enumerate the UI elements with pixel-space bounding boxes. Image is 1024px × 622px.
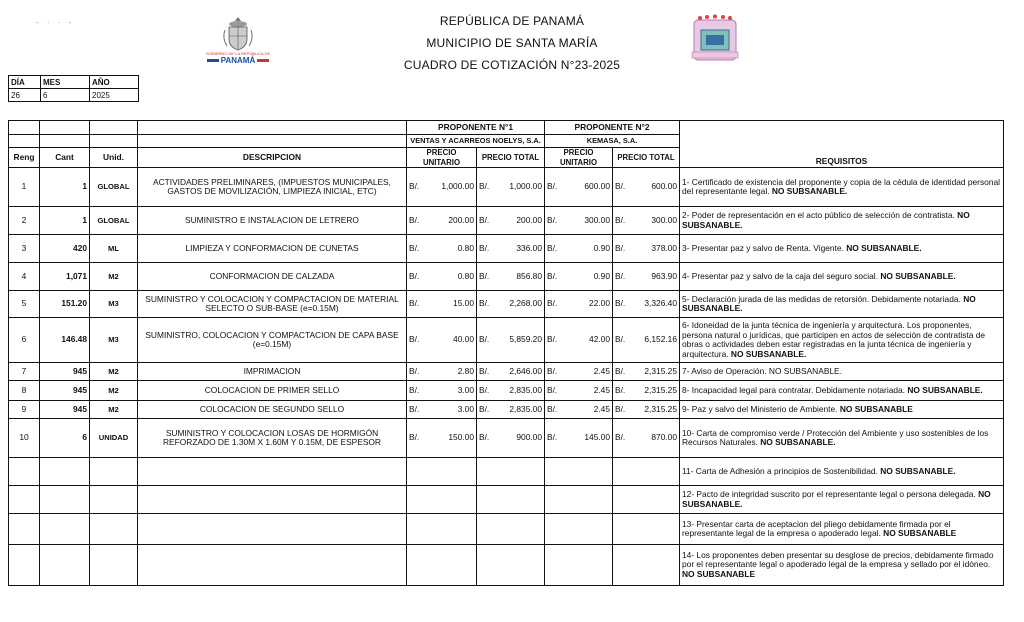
- table-row: [9, 291, 1004, 318]
- empty-cell: [138, 514, 407, 545]
- mes-value: 6: [41, 89, 90, 102]
- precio-unitario-2: [545, 363, 613, 381]
- municipal-seal: [688, 14, 742, 66]
- descripcion-cell: ACTIVIDADES PRELIMINARES, (IMPUESTOS MUNICIPALES, GASTOS DE MOVILIZACIÓN, LIMPIEZA INICIAL, ETC): [138, 168, 407, 207]
- precio-unitario-1: [407, 263, 477, 291]
- empty-cell: [138, 545, 407, 586]
- table-row: [9, 318, 1004, 363]
- precio-unitario-2: [545, 207, 613, 235]
- empty-cell: [90, 545, 138, 586]
- price-value: 300.00: [651, 214, 677, 225]
- empty-cell: [40, 545, 90, 586]
- empty-cell: [477, 545, 545, 586]
- requisito: [680, 401, 1004, 419]
- price-value: 200.00: [448, 214, 474, 225]
- price-value: 42.00: [589, 334, 610, 345]
- precio-unitario-1: [407, 363, 477, 381]
- price-value: 336.00: [516, 242, 542, 253]
- requisito-note: NO SUBSANABLE: [839, 403, 913, 414]
- currency-symbol: B/.: [547, 403, 558, 414]
- table-row: [9, 363, 1004, 381]
- requisito-text: 11- Carta de Adhesión a principios de Sostenibilidad.: [682, 465, 878, 476]
- precio-unitario-2: [545, 168, 613, 207]
- unid-cell: M2: [90, 363, 138, 381]
- reng-cell: 1: [9, 168, 40, 207]
- table-row: [9, 419, 1004, 458]
- price-value: 2,835.00: [509, 384, 542, 395]
- requisito-text: 5- Declaración jurada de las medidas de retorsión. Debidamente notariada.: [682, 293, 961, 304]
- empty-cell: [9, 514, 40, 545]
- precio-total-2: [613, 235, 680, 263]
- empty-cell: [407, 545, 477, 586]
- price-value: 3,326.40: [644, 298, 677, 309]
- reng-cell: 4: [9, 263, 40, 291]
- reng-cell: 6: [9, 318, 40, 363]
- descripcion-cell: SUMINISTRO Y COLOCACION LOSAS DE HORMIGÓN REFORZADO DE 1.30M X 1.60M Y 0.15M, DE ESPESOR: [138, 419, 407, 458]
- price-value: 2,268.00: [509, 298, 542, 309]
- dia-value: 26: [9, 89, 41, 102]
- currency-symbol: B/.: [547, 384, 558, 395]
- price-value: 2.45: [593, 365, 610, 376]
- price-value: 300.00: [584, 214, 610, 225]
- price-value: 3.00: [457, 403, 474, 414]
- requisito: [680, 458, 1004, 486]
- unid-cell: GLOBAL: [90, 207, 138, 235]
- currency-symbol: B/.: [479, 181, 490, 192]
- requisito: [680, 235, 1004, 263]
- precio-total-1: [477, 401, 545, 419]
- descripcion-cell: SUMINISTRO E INSTALACION DE LETRERO: [138, 207, 407, 235]
- precio-unitario-2: [545, 381, 613, 401]
- requisito: [680, 207, 1004, 235]
- precio-unitario-2: [545, 291, 613, 318]
- table-row: [9, 545, 1004, 586]
- precio-total-2: [613, 419, 680, 458]
- unid-cell: M3: [90, 318, 138, 363]
- currency-symbol: B/.: [479, 242, 490, 253]
- precio-total-2: [613, 263, 680, 291]
- price-value: 0.90: [593, 242, 610, 253]
- price-value: 870.00: [651, 432, 677, 443]
- currency-symbol: B/.: [409, 384, 420, 395]
- price-value: 40.00: [453, 334, 474, 345]
- price-value: 2.45: [593, 384, 610, 395]
- precio-total-2-header: PRECIO TOTAL: [613, 148, 680, 168]
- currency-symbol: B/.: [615, 181, 626, 192]
- requisito: [680, 486, 1004, 514]
- requisito: [680, 419, 1004, 458]
- precio-unitario-1: [407, 381, 477, 401]
- cant-cell: 151.20: [40, 291, 90, 318]
- proponente-1-label: PROPONENTE N°1: [407, 121, 545, 135]
- price-value: 0.90: [593, 270, 610, 281]
- emblem-caption: GOBIERNO DE LA REPÚBLICA DE: [205, 51, 271, 56]
- currency-symbol: B/.: [479, 403, 490, 414]
- cant-cell: 945: [40, 401, 90, 419]
- precio-unitario-2: [545, 401, 613, 419]
- precio-total-2: [613, 318, 680, 363]
- currency-symbol: B/.: [409, 334, 420, 345]
- price-value: 1,000.00: [509, 181, 542, 192]
- precio-unitario-2: [545, 263, 613, 291]
- precio-unitario-1: [407, 168, 477, 207]
- descripcion-cell: LIMPIEZA Y CONFORMACION DE CUNETAS: [138, 235, 407, 263]
- currency-symbol: B/.: [479, 384, 490, 395]
- empty-cell: [40, 486, 90, 514]
- reng-cell: 3: [9, 235, 40, 263]
- precio-total-1: [477, 168, 545, 207]
- precio-total-1: [477, 381, 545, 401]
- descripcion-cell: SUMINISTRO, COLOCACION Y COMPACTACION DE CAPA BASE (e=0.15M): [138, 318, 407, 363]
- currency-symbol: B/.: [409, 181, 420, 192]
- precio-total-2: [613, 363, 680, 381]
- precio-total-2: [613, 401, 680, 419]
- currency-symbol: B/.: [547, 270, 558, 281]
- currency-symbol: B/.: [547, 181, 558, 192]
- precio-unitario-1: [407, 401, 477, 419]
- proponente-2-label: PROPONENTE N°2: [545, 121, 680, 135]
- title-cuadro: CUADRO DE COTIZACIÓN N°23-2025: [403, 58, 621, 72]
- price-value: 15.00: [453, 298, 474, 309]
- table-row: [9, 168, 1004, 207]
- empty-cell: [40, 458, 90, 486]
- empty-cell: [545, 486, 613, 514]
- precio-total-1: [477, 207, 545, 235]
- cant-cell: 1: [40, 207, 90, 235]
- precio-unitario-1: [407, 419, 477, 458]
- empty-cell: [613, 514, 680, 545]
- requisito-text: 4- Presentar paz y salvo de la caja del seguro social.: [682, 270, 878, 281]
- empty-cell: [613, 458, 680, 486]
- price-value: 2,315.25: [644, 384, 677, 395]
- reng-cell: 5: [9, 291, 40, 318]
- requisito-text: 13- Presentar carta de aceptacion del pliego debidamente firmada por el representante legal de la empresa o apoderado legal.: [682, 518, 951, 539]
- price-value: 378.00: [651, 242, 677, 253]
- precio-unitario-2: [545, 235, 613, 263]
- currency-symbol: B/.: [615, 214, 626, 225]
- empty-cell: [90, 514, 138, 545]
- currency-symbol: B/.: [547, 334, 558, 345]
- unid-cell: GLOBAL: [90, 168, 138, 207]
- table-row: [9, 458, 1004, 486]
- currency-symbol: B/.: [615, 242, 626, 253]
- precio-total-1: [477, 235, 545, 263]
- requisito: [680, 291, 1004, 318]
- table-row: [9, 235, 1004, 263]
- empty-cell: [613, 486, 680, 514]
- unid-header: Unid.: [90, 148, 138, 168]
- precio-total-1: [477, 291, 545, 318]
- requisito-text: 14- Los proponentes deben presentar su desglose de precios, debidamente firmado por el representante legal o apoderado legal de la empresa y sellado por el idóneo.: [682, 549, 994, 570]
- price-value: 2.45: [593, 403, 610, 414]
- precio-total-1: [477, 363, 545, 381]
- descripcion-header: DESCRIPCION: [138, 148, 407, 168]
- cant-header: Cant: [40, 148, 90, 168]
- currency-symbol: B/.: [547, 365, 558, 376]
- requisito-note: NO SUBSANABLE.: [880, 270, 956, 281]
- dia-label: DÍA: [9, 76, 41, 89]
- currency-symbol: B/.: [615, 384, 626, 395]
- price-value: 2,835.00: [509, 403, 542, 414]
- price-value: 2,315.25: [644, 365, 677, 376]
- empty-cell: [138, 486, 407, 514]
- price-value: 2,315.25: [644, 403, 677, 414]
- empty-cell: [90, 458, 138, 486]
- price-value: 200.00: [516, 214, 542, 225]
- requisito: [680, 263, 1004, 291]
- empty-cell: [545, 458, 613, 486]
- currency-symbol: B/.: [409, 365, 420, 376]
- cant-cell: 6: [40, 419, 90, 458]
- currency-symbol: B/.: [547, 242, 558, 253]
- requisito-text: 7- Aviso de Operación. NO SUBSANABLE.: [682, 365, 842, 376]
- title-republica: REPÚBLICA DE PANAMÁ: [439, 14, 585, 28]
- price-value: 150.00: [448, 432, 474, 443]
- requisito-text: 12- Pacto de integridad suscrito por el representante legal o persona delegada.: [682, 489, 976, 500]
- price-value: 600.00: [584, 181, 610, 192]
- currency-symbol: B/.: [547, 298, 558, 309]
- price-value: 0.80: [457, 270, 474, 281]
- anio-label: AÑO: [90, 76, 139, 89]
- seal-icon: [688, 14, 742, 66]
- currency-symbol: B/.: [409, 270, 420, 281]
- descripcion-cell: COLOCACION DE SEGUNDO SELLO: [138, 401, 407, 419]
- currency-symbol: B/.: [479, 214, 490, 225]
- currency-symbol: B/.: [615, 403, 626, 414]
- requisito: [680, 168, 1004, 207]
- title-municipio: MUNICIPIO DE SANTA MARÍA: [426, 36, 598, 50]
- reng-cell: 2: [9, 207, 40, 235]
- empty-cell: [9, 486, 40, 514]
- anio-value: 2025: [90, 89, 139, 102]
- requisito-note: NO SUBSANABLE.: [771, 186, 848, 197]
- empty-cell: [9, 545, 40, 586]
- precio-unitario-1: [407, 235, 477, 263]
- empty-cell: [477, 486, 545, 514]
- unid-cell: ML: [90, 235, 138, 263]
- requisito-text: 10- Carta de compromiso verde / Protección del Ambiente y uso sostenibles de los Recursos Naturales.: [682, 427, 989, 448]
- price-value: 600.00: [651, 181, 677, 192]
- requisito-text: 6- Idoneidad de la junta técnica de ingeniería y arquitectura. Los proponentes, persona natural o jurídicas, que participen en actos de selección de contratista de obras o actividades deben estar registradas en la junta técnica de ingeniería y arquitectura.: [682, 320, 986, 359]
- precio-total-1-header: PRECIO TOTAL: [477, 148, 545, 168]
- reng-cell: 10: [9, 419, 40, 458]
- precio-unitario-1: [407, 318, 477, 363]
- precio-total-1: [477, 263, 545, 291]
- cant-cell: 1,071: [40, 263, 90, 291]
- currency-symbol: B/.: [479, 365, 490, 376]
- requisito-note: NO SUBSANABLE.: [846, 242, 922, 253]
- table-row: [9, 207, 1004, 235]
- precio-total-2: [613, 168, 680, 207]
- table-row: [9, 401, 1004, 419]
- descripcion-cell: CONFORMACION DE CALZADA: [138, 263, 407, 291]
- currency-symbol: B/.: [409, 214, 420, 225]
- requisito: [680, 381, 1004, 401]
- unid-cell: M2: [90, 401, 138, 419]
- price-value: 3.00: [457, 384, 474, 395]
- currency-symbol: B/.: [615, 298, 626, 309]
- emblem-word: PANAMÁ: [220, 56, 256, 65]
- currency-symbol: B/.: [409, 242, 420, 253]
- currency-symbol: B/.: [547, 432, 558, 443]
- currency-symbol: B/.: [479, 270, 490, 281]
- empty-cell: [477, 458, 545, 486]
- requisito-note: NO SUBSANABLE.: [682, 293, 976, 314]
- requisito-note: NO SUBSANABLE.: [682, 489, 991, 509]
- cant-cell: 945: [40, 363, 90, 381]
- currency-symbol: B/.: [615, 334, 626, 345]
- empty-cell: [545, 545, 613, 586]
- reng-header: Reng: [9, 148, 40, 168]
- requisito-text: 2- Poder de representación en el acto público de selección de contratista.: [682, 210, 955, 221]
- currency-symbol: B/.: [615, 270, 626, 281]
- empty-cell: [407, 514, 477, 545]
- requisito: [680, 545, 1004, 586]
- precio-unitario-2: [545, 419, 613, 458]
- proponente-2-name: KEMASA, S.A.: [545, 135, 680, 148]
- quotation-table: [8, 120, 1004, 586]
- requisito-text: 1- Certificado de existencia del proponente y copia de la cédula de identidad personal del representante legal.: [682, 176, 1000, 197]
- descripcion-cell: COLOCACION DE PRIMER SELLO: [138, 381, 407, 401]
- price-value: 856.80: [516, 270, 542, 281]
- precio-total-1: [477, 419, 545, 458]
- requisito: [680, 318, 1004, 363]
- descripcion-cell: IMPRIMACION: [138, 363, 407, 381]
- empty-cell: [613, 545, 680, 586]
- table-row: [9, 514, 1004, 545]
- proponente-1-name: VENTAS Y ACARREOS NOELYS, S.A.: [407, 135, 545, 148]
- unid-cell: M2: [90, 381, 138, 401]
- precio-unitario-2-header: PRECIO UNITARIO: [545, 148, 613, 168]
- currency-symbol: B/.: [479, 298, 490, 309]
- precio-unitario-1-header: PRECIO UNITARIO: [407, 148, 477, 168]
- requisito-note: NO SUBSANABLE.: [682, 210, 970, 230]
- mes-label: MES: [41, 76, 90, 89]
- currency-symbol: B/.: [615, 432, 626, 443]
- price-value: 1,000.00: [441, 181, 474, 192]
- unid-cell: M3: [90, 291, 138, 318]
- date-box: [8, 75, 139, 102]
- requisito-note: NO SUBSANABLE.: [907, 384, 983, 395]
- requisitos-header: REQUISITOS: [680, 121, 1004, 168]
- descripcion-cell: SUMINISTRO Y COLOCACION Y COMPACTACION DE MATERIAL SELECTO O SUB-BASE (e=0.15M): [138, 291, 407, 318]
- cant-cell: 945: [40, 381, 90, 401]
- requisito-note: NO SUBSANABLE: [883, 528, 957, 539]
- cant-cell: 146.48: [40, 318, 90, 363]
- price-value: 2.80: [457, 365, 474, 376]
- scan-mark: - · · -: [36, 18, 75, 27]
- price-value: 0.80: [457, 242, 474, 253]
- currency-symbol: B/.: [409, 403, 420, 414]
- reng-cell: 8: [9, 381, 40, 401]
- cant-cell: 420: [40, 235, 90, 263]
- requisito-note: NO SUBSANABLE: [682, 568, 756, 579]
- price-value: 6,152.16: [644, 334, 677, 345]
- price-value: 145.00: [584, 432, 610, 443]
- empty-cell: [407, 486, 477, 514]
- requisito-note: NO SUBSANABLE.: [760, 437, 836, 448]
- table-row: [9, 381, 1004, 401]
- price-value: 2,646.00: [509, 365, 542, 376]
- requisito: [680, 514, 1004, 545]
- precio-total-2: [613, 381, 680, 401]
- price-value: 5,859.20: [509, 334, 542, 345]
- requisito-note: NO SUBSANABLE.: [880, 465, 956, 476]
- requisito-text: 9- Paz y salvo del Ministerio de Ambiente.: [682, 403, 838, 414]
- table-row: [9, 486, 1004, 514]
- currency-symbol: B/.: [479, 432, 490, 443]
- unid-cell: UNIDAD: [90, 419, 138, 458]
- precio-total-2: [613, 207, 680, 235]
- precio-unitario-1: [407, 207, 477, 235]
- price-value: 900.00: [516, 432, 542, 443]
- precio-unitario-1: [407, 291, 477, 318]
- precio-unitario-2: [545, 318, 613, 363]
- price-value: 963.90: [651, 270, 677, 281]
- empty-cell: [9, 458, 40, 486]
- requisito-text: 8- Incapacidad legal para contratar. Debidamente notariada.: [682, 384, 906, 395]
- currency-symbol: B/.: [409, 298, 420, 309]
- requisito: [680, 363, 1004, 381]
- empty-cell: [40, 514, 90, 545]
- empty-cell: [138, 458, 407, 486]
- empty-cell: [90, 486, 138, 514]
- unid-cell: M2: [90, 263, 138, 291]
- currency-symbol: B/.: [479, 334, 490, 345]
- table-row: [9, 263, 1004, 291]
- empty-cell: [477, 514, 545, 545]
- requisito-text: 3- Presentar paz y salvo de Renta. Vigente.: [682, 242, 844, 253]
- currency-symbol: B/.: [547, 214, 558, 225]
- price-value: 22.00: [589, 298, 610, 309]
- empty-cell: [545, 514, 613, 545]
- reng-cell: 9: [9, 401, 40, 419]
- precio-total-2: [613, 291, 680, 318]
- reng-cell: 7: [9, 363, 40, 381]
- currency-symbol: B/.: [409, 432, 420, 443]
- currency-symbol: B/.: [615, 365, 626, 376]
- cant-cell: 1: [40, 168, 90, 207]
- precio-total-1: [477, 318, 545, 363]
- empty-cell: [407, 458, 477, 486]
- requisito-note: NO SUBSANABLE.: [730, 348, 807, 359]
